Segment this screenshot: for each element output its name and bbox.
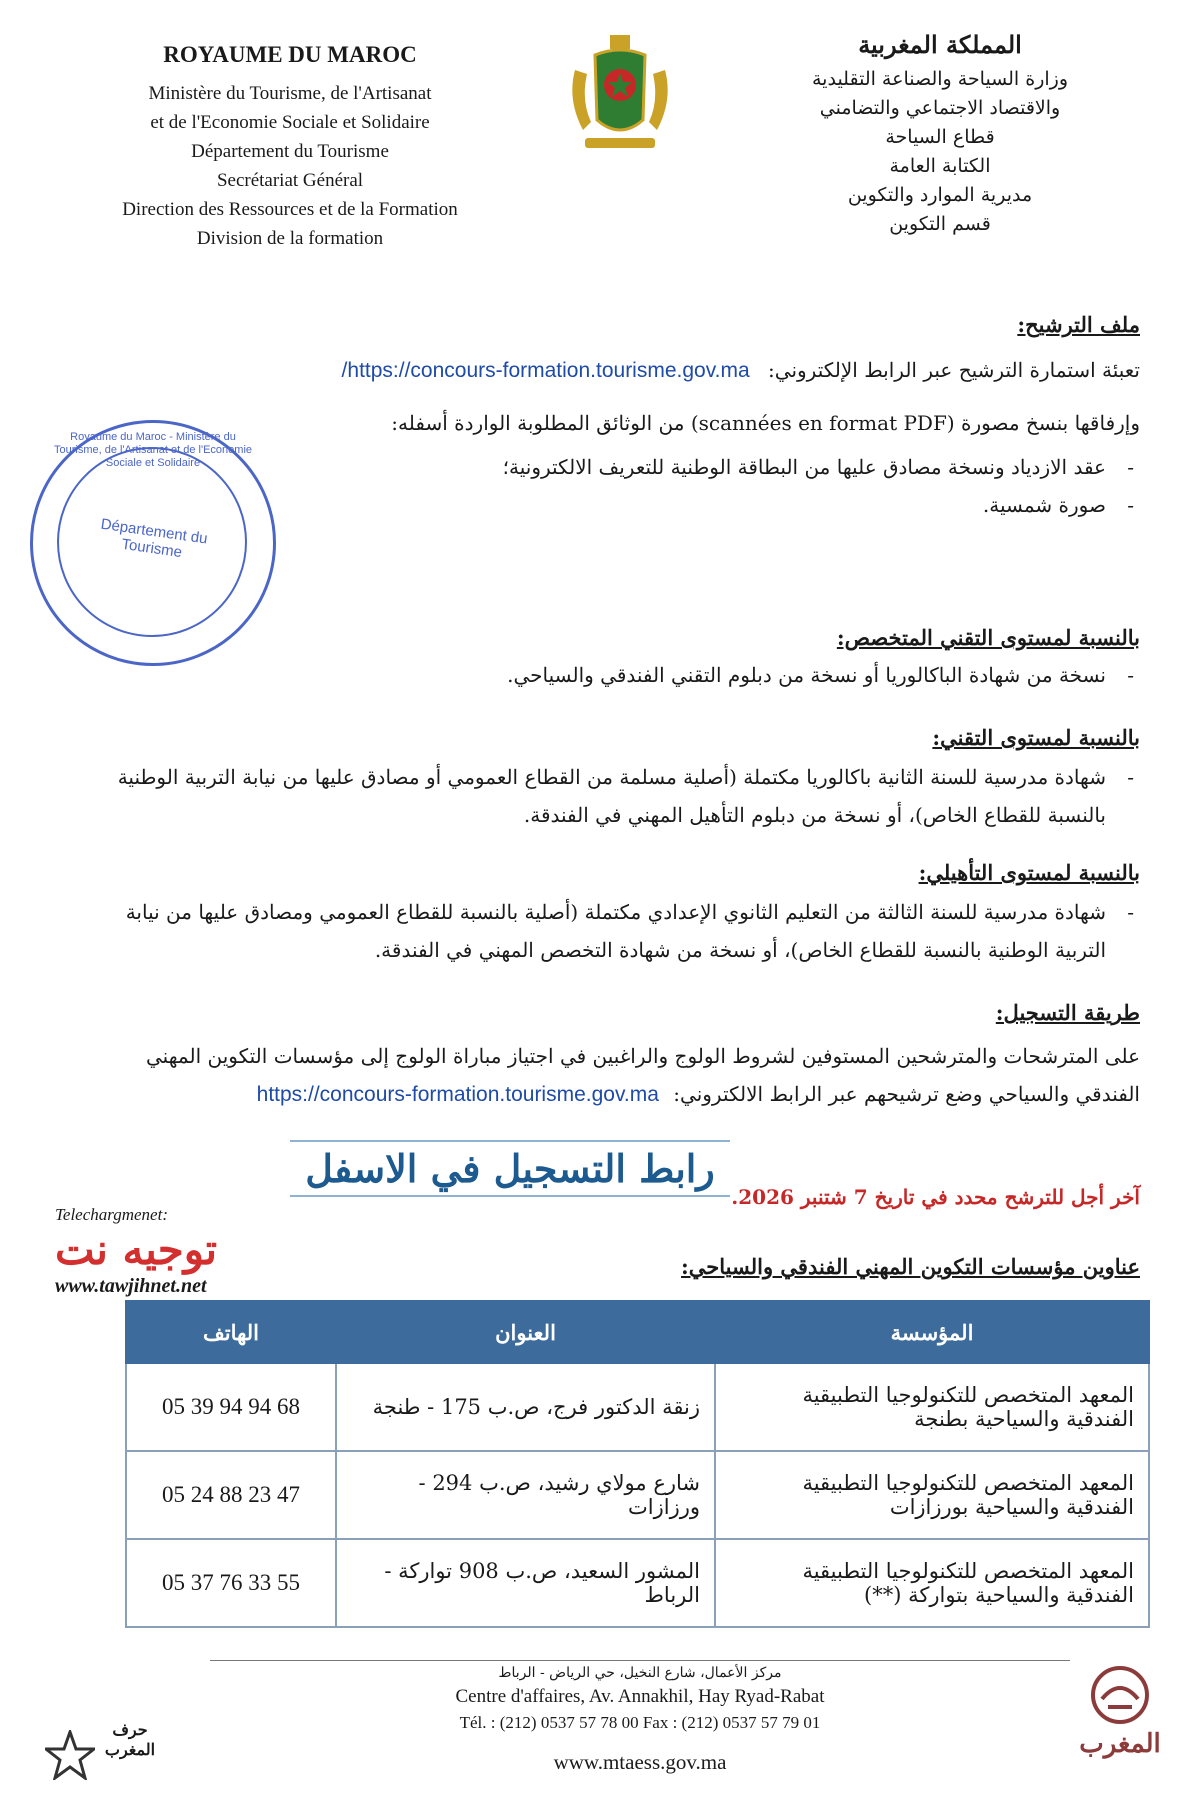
header-fr-line: et de l'Economie Sociale et Solidaire — [150, 112, 430, 133]
header-ar — [760, 30, 1120, 239]
header-ar-line: قسم التكوين — [889, 213, 991, 235]
header-ar-line: الكتابة العامة — [889, 155, 991, 177]
institution-phone: 05 24 88 23 47 — [126, 1451, 336, 1539]
footer-fr-address: Centre d'affaires, Av. Annakhil, Hay Ryad-Rabat — [455, 1686, 825, 1707]
header-fr-line: Secrétariat Général — [216, 170, 364, 191]
coat-of-arms-emblem — [565, 30, 675, 160]
registration-heading: طريقة التسجيل: — [995, 1000, 1140, 1025]
star-icon — [45, 1730, 95, 1780]
watermark-site: www.tawjihnet.net — [55, 1275, 207, 1297]
specialise-heading: بالنسبة لمستوى التقني المتخصص: — [836, 625, 1140, 650]
qualification-bullet: - شهادة مدرسية للسنة الثالثة من التعليم الثانوي الإعدادي مكتملة (أصلية بالنسبة للقطاع العمومي ومصادق عليها من نيابة التربية الوطنية بالنسبة للقطاع الخاص)، أو نسخة من شهادة التخصص المهني في الفندقة. — [80, 893, 1140, 969]
header-ar-line: والاقتصاد الاجتماعي والتضامني — [819, 97, 1061, 119]
footer-logo-right — [1070, 1665, 1170, 1775]
institution-address: شارع مولاي رشيد، ص.ب 294 - ورزازات — [336, 1451, 715, 1539]
deadline: آخر أجل للترشح محدد في تاريخ 7 شتنبر 2026. — [731, 1185, 1140, 1209]
institution-address: زنقة الدكتور فرج، ص.ب 175 - طنجة — [336, 1363, 715, 1451]
footer-tel: Tél. : (212) 0537 57 78 00 Fax : (212) 0537 57 79 01 — [459, 1713, 821, 1732]
dossier-bullet: - عقد الازدياد ونسخة مصادق عليها من البطاقة الوطنية للتعريف الالكترونية؛ — [340, 448, 1140, 486]
dossier-bullet: - صورة شمسية. — [340, 486, 1140, 524]
watermark — [55, 1205, 315, 1298]
dossier-line2: وإرفاقها بنسخ مصورة (scannées en format PDF) من الوثائق المطلوبة الواردة أسفله: — [391, 411, 1140, 435]
footer-ar-address: مركز الأعمال، شارع النخيل، حي الرياض - الرباط — [498, 1665, 782, 1681]
institution-name: المعهد المتخصص للتكنولوجيا التطبيقية الفندقية والسياحية بطنجة — [715, 1363, 1149, 1451]
footer-logo-left-text: حرف المغرب — [104, 1720, 156, 1759]
column-header: العنوان — [336, 1301, 715, 1363]
header-fr-line: Direction des Ressources et de la Formation — [122, 199, 458, 220]
registration-link-2[interactable]: https://concours-formation.tourisme.gov.ma — [256, 1083, 659, 1106]
dossier-heading: ملف الترشيح: — [1017, 312, 1140, 337]
level-qualification — [80, 860, 1140, 969]
header-fr-line: Ministère du Tourisme, de l'Artisanat — [148, 83, 432, 104]
institution-name: المعهد المتخصص للتكنولوجيا التطبيقية الفندقية والسياحية بتواركة (**) — [715, 1539, 1149, 1627]
table-row — [126, 1539, 1149, 1627]
header-ar-title: المملكة المغربية — [858, 30, 1022, 59]
qualification-heading: بالنسبة لمستوى التأهيلي: — [918, 860, 1140, 885]
header-fr-title: ROYAUME DU MAROC — [163, 42, 417, 67]
stamp-outer-text: Royaume du Maroc - Ministère du Tourisme, de l'Artisanat et de l'Economie Sociale et Solidaire — [53, 431, 253, 469]
technicien-bullet: - شهادة مدرسية للسنة الثانية باكالوريا مكتملة (أصلية مسلمة من القطاع العمومي أو مصادق عليها من نيابة التربية الوطنية بالنسبة للقطاع الخاص)، أو نسخة من دبلوم التأهيل المهني في الفندقة. — [80, 758, 1140, 834]
footer-web[interactable]: www.mtaess.gov.ma — [553, 1750, 727, 1774]
institutions-heading: عناوين مؤسسات التكوين المهني الفندقي والسياحي: — [681, 1254, 1140, 1279]
table-row — [126, 1363, 1149, 1451]
level-technicien — [80, 725, 1140, 834]
institution-phone: 05 39 94 94 68 — [126, 1363, 336, 1451]
footer-address — [360, 1662, 920, 1780]
table-header-row — [126, 1301, 1149, 1363]
watermark-brand: توجيه نت — [55, 1225, 218, 1274]
registration-text-body: على المترشحات والمترشحين المستوفين لشروط الولوج والراغبين في اجتياز مباراة الولوج إلى مؤسسات التكوين المهني الفندقي والسياحي وضع ترشيحهم عبر الرابط الالكتروني: — [145, 1044, 1140, 1106]
header-ar-line: مديرية الموارد والتكوين — [847, 184, 1033, 206]
header-ar-line: وزارة السياحة والصناعة التقليدية — [812, 68, 1068, 90]
footer-logo-left — [45, 1690, 165, 1790]
dossier-section — [340, 312, 1140, 524]
registration-link[interactable]: https://concours-formation.tourisme.gov.ma/ — [341, 359, 750, 382]
header-fr-line: Division de la formation — [196, 228, 384, 249]
stamp-center-text: Département du Tourisme — [99, 515, 209, 562]
registration-text — [80, 1037, 1140, 1114]
institution-name: المعهد المتخصص للتكنولوجيا التطبيقية الفندقية والسياحية بورزازات — [715, 1451, 1149, 1539]
morocco-brand-icon — [1090, 1665, 1150, 1725]
institution-phone: 05 37 76 33 55 — [126, 1539, 336, 1627]
footer-divider — [210, 1660, 1070, 1661]
technicien-heading: بالنسبة لمستوى التقني: — [932, 725, 1140, 750]
level-specialise — [80, 625, 1140, 694]
header-fr — [70, 40, 510, 253]
table-row — [126, 1451, 1149, 1539]
institutions-table — [125, 1300, 1150, 1628]
specialise-bullet: - نسخة من شهادة الباكالوريا أو نسخة من دبلوم التقني الفندقي والسياحي. — [80, 656, 1140, 694]
footer-logo-right-text: المغرب — [1079, 1729, 1161, 1759]
dossier-line1-text: تعبئة استمارة الترشيح عبر الرابط الإلكتروني: — [768, 358, 1140, 382]
registration-section — [80, 1000, 1140, 1114]
column-header: الهاتف — [126, 1301, 336, 1363]
watermark-label: Telechargmenet: — [55, 1205, 168, 1224]
header-ar-line: قطاع السياحة — [885, 126, 995, 148]
banner-text: رابط التسجيل في الاسفل — [305, 1146, 715, 1191]
header-fr-line: Département du Tourisme — [191, 141, 389, 162]
dossier-line1 — [340, 351, 1140, 390]
institution-address: المشور السعيد، ص.ب 908 تواركة - الرباط — [336, 1539, 715, 1627]
column-header: المؤسسة — [715, 1301, 1149, 1363]
